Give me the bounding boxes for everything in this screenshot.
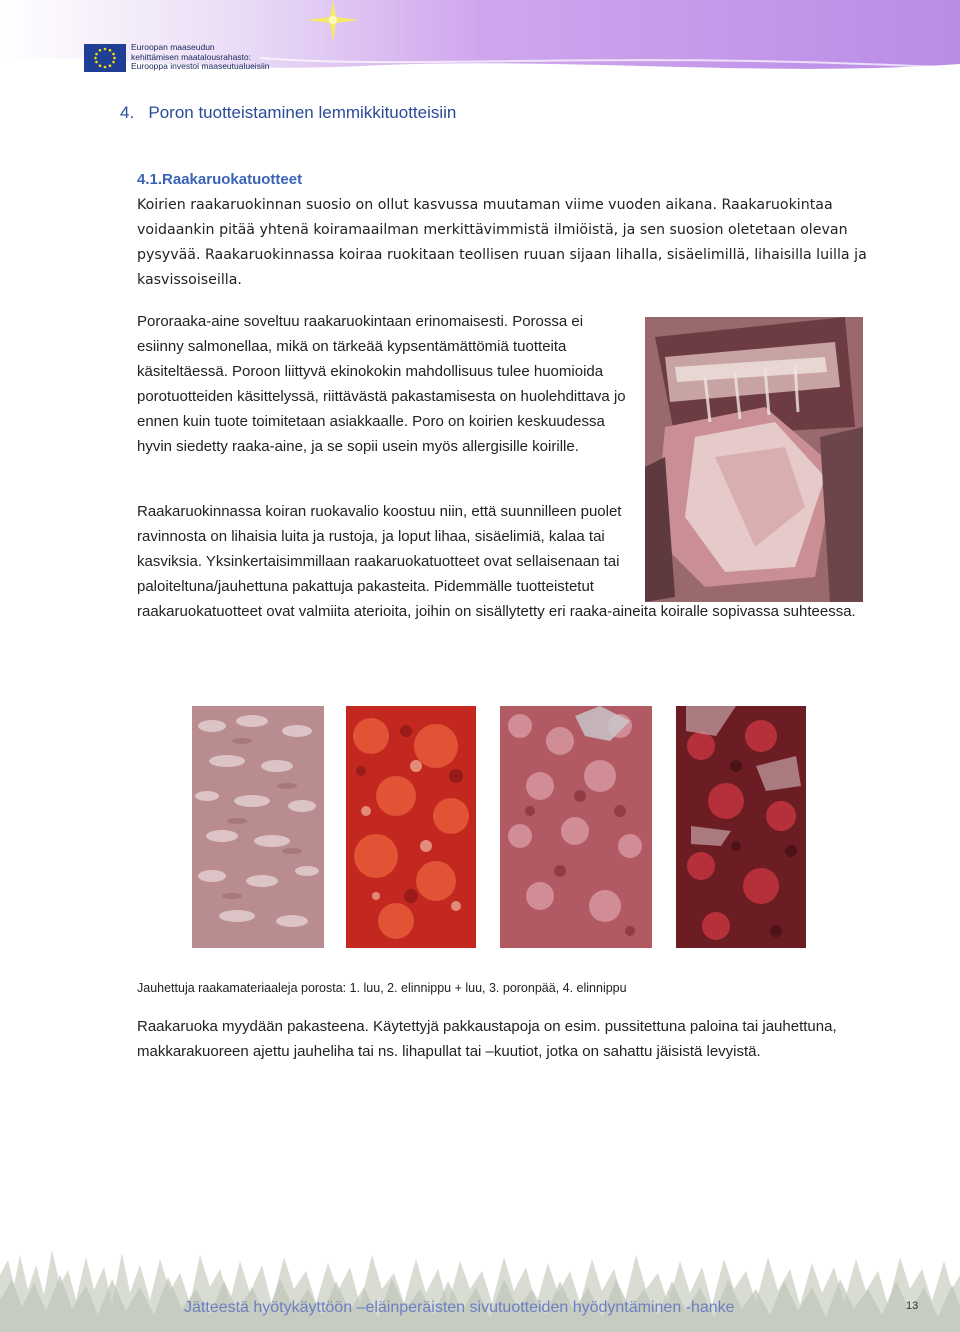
eu-logo-line: Euroopan maaseudun [131,42,215,52]
page-number: 13 [906,1300,919,1312]
paragraph-diet-part2: raakaruokatuotteet ovat valmiita aterioita, joihin on sisällytetty eri raaka-aineita koiralle sopivassa suhteessa. [137,603,856,620]
footer-project-name: Jätteestä hyötykäyttöön –eläinperäisten sivutuotteiden hyödyntäminen -hanke [184,1299,735,1316]
eu-logo-line: kehittämisen maatalousrahasto: [131,51,252,62]
organ-bone-mix-photo [346,706,476,948]
section-number: 4.1. [137,171,163,188]
ground-bone-photo [192,706,324,948]
reindeer-bones-photo [645,317,863,602]
section-title: Raakaruokatuotteet [162,171,303,188]
paragraph-diet-part1: Raakaruokinnassa koiran ruokavalio koostuu niin, että suunnilleen puolet ravinnosta on lihaisia luita ja rustoja, ja loput lihaa, sisäelimiä, kalaa tai kasviksia. Yksinkertaisimmillaan raakaruokatuotteet ovat sellaisenaan tai paloiteltuna/jauhettuna pakattuja pakasteita. Pidemmälle tuotteistetut [137,503,622,595]
organ-bundle-photo [676,706,806,948]
chapter-title: Poron tuotteistaminen lemmikkituotteisiin [148,103,457,122]
paragraph-intro: Koirien raakaruokinnan suosio on ollut kasvussa muutaman viime vuoden aikana. Raakaruokintaa voidaankin pitää yhtenä koiramaailman merkittävimmistä ilmiöistä, ja sen suosion oletetaan olevan pysyvää. Raakaruokinnassa koiraa ruokitaan teollisen ruuan sijaan lihalla, sisäelimillä, lihaisilla luilla ja kasvissoiseilla. [137,197,867,288]
section-heading [137,171,302,188]
eu-funding-logo-text [131,43,269,72]
chapter-number: 4. [120,103,135,122]
eu-flag-icon [84,44,126,72]
eu-logo-line: Eurooppa investoi maaseutualueisiin [131,61,270,72]
image-caption: Jauhettuja raakamateriaaleja porosta: 1. luu, 2. elinnippu + luu, 3. poronpää, 4. elinnippu [137,981,627,995]
paragraph-raw-material: Pororaaka-aine soveltuu raakaruokintaan erinomaisesti. Porossa ei esiinny salmonellaa, mikä on tärkeää kypsentämättömiä tuotteita käsiteltäessä. Poroon liittyvä ekinokokin mahdollisuus tulee huomioida porotuotteiden käsittelyssä, riittävästä pakastamisesta on huolehdittava jo ennen kuin tuote toimitetaan asiakkaalle. Poro on koirien keskuudessa hyvin siedetty raaka-aine, ja se sopii usein myös allergisille koirille. [137,313,626,455]
forest-footer-decoration [0,1245,960,1332]
paragraph-packaging: Raakaruoka myydään pakasteena. Käytettyjä pakkaustapoja on esim. pussitettuna paloina tai jauhettuna, makkarakuoreen ajettu jauheliha tai ns. lihapullat tai –kuutiot, jotka on sahattu jäisistä levyistä. [137,1018,837,1060]
chapter-heading [120,103,456,123]
star-logo-icon [306,0,360,42]
reindeer-head-ground-photo [500,706,652,948]
